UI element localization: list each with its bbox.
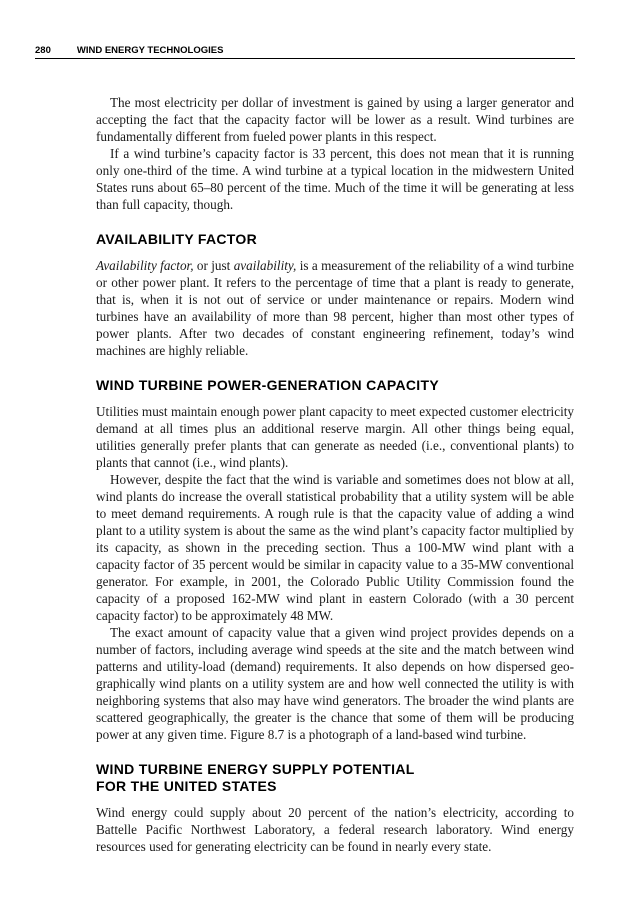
page-number: 280 — [35, 45, 51, 56]
intro-paragraph-2: If a wind turbine’s capacity factor is 33 percent, this does not mean that it is running only one-third of the time. A wind turbine at a typical location in the midwestern United States runs about 65–80 percent of the time. Much of the time it will be generating at less than full capacity, though. — [96, 146, 574, 212]
availability-joiner: or just — [193, 258, 234, 273]
availability-definition: is a measurement of the reliability of a wind turbine or other power plant. It refers to the percentage of time that a plant is ready to generate, that is, when it is not out of service or under maintenance or repairs. Modern wind turbines have an availability of more than 98 percent, higher than most other types of power plants. After two decades of constant engineering refinement, today’s wind machines are highly reliable. — [96, 258, 574, 358]
running-title: WIND ENERGY TECHNOLOGIES — [76, 45, 224, 56]
supply-paragraph-1: Wind energy could supply about 20 percent of the nation’s electricity, according to Battelle Pacific Northwest Laboratory, a federal research laboratory. Wind energy resources used for generating electricity can be found in nearly every state. — [96, 805, 574, 854]
availability-paragraph — [96, 257, 574, 359]
heading-power-generation-capacity: WIND TURBINE POWER-GENERATION CAPACITY — [96, 377, 439, 393]
term-availability-factor: Availability factor, — [96, 258, 194, 273]
running-header — [35, 45, 575, 59]
heading-line-1: WIND TURBINE ENERGY SUPPLY POTENTIAL — [96, 761, 415, 777]
intro-paragraph-1: The most electricity per dollar of investment is gained by using a larger generator and accepting the fact that the capacity factor will be lower as a result. Wind turbines are fundamentally different from fueled power plants in this respect. — [96, 95, 574, 144]
heading-availability-factor: AVAILABILITY FACTOR — [96, 231, 257, 247]
capacity-paragraph-1: Utilities must maintain enough power plant capacity to meet expected customer electricity demand at all times plus an additional reserve margin. All other things being equal, utilities generally prefer plants that can generate as needed (i.e., conventional plants) to plants that cannot (i.e., wind plants). — [96, 404, 574, 470]
capacity-paragraph-3: The exact amount of capacity value that a given wind project provides depends on a number of factors, including average wind speeds at the site and the match between wind patterns and utility-load (demand) requirements. It also depends on how dispersed geographically wind plants on a utility system are and how well connected the utility is with neighboring systems that also may have wind generators. The broader the wind plants are scattered geographically, the greater is the chance that some of them will be producing power at any given time. Figure 8.7 is a photograph of a land-based wind turbine. — [96, 625, 574, 742]
heading-line-2: FOR THE UNITED STATES — [96, 778, 277, 794]
term-availability: availability, — [233, 258, 297, 273]
heading-energy-supply-potential — [96, 761, 574, 795]
body-text — [96, 94, 574, 855]
capacity-paragraph-2: However, despite the fact that the wind is variable and sometimes does not blow at all, wind plants do increase the overall statistical probability that a utility system will be able to meet demand requirements. A rough rule is that the capacity value of adding a wind plant to a utility system is about the same as the wind plant’s capacity factor multiplied by its capacity, as shown in the preceding section. Thus a 100-MW wind plant with a capacity factor of 35 percent would be similar in capacity value to a 35-MW conventional generator. For example, in 2001, the Colorado Public Utility Commission found the capacity of a proposed 162-MW wind plant in eastern Colorado (with a 30 percent capacity factor) to be approximately 48 MW. — [96, 472, 574, 623]
